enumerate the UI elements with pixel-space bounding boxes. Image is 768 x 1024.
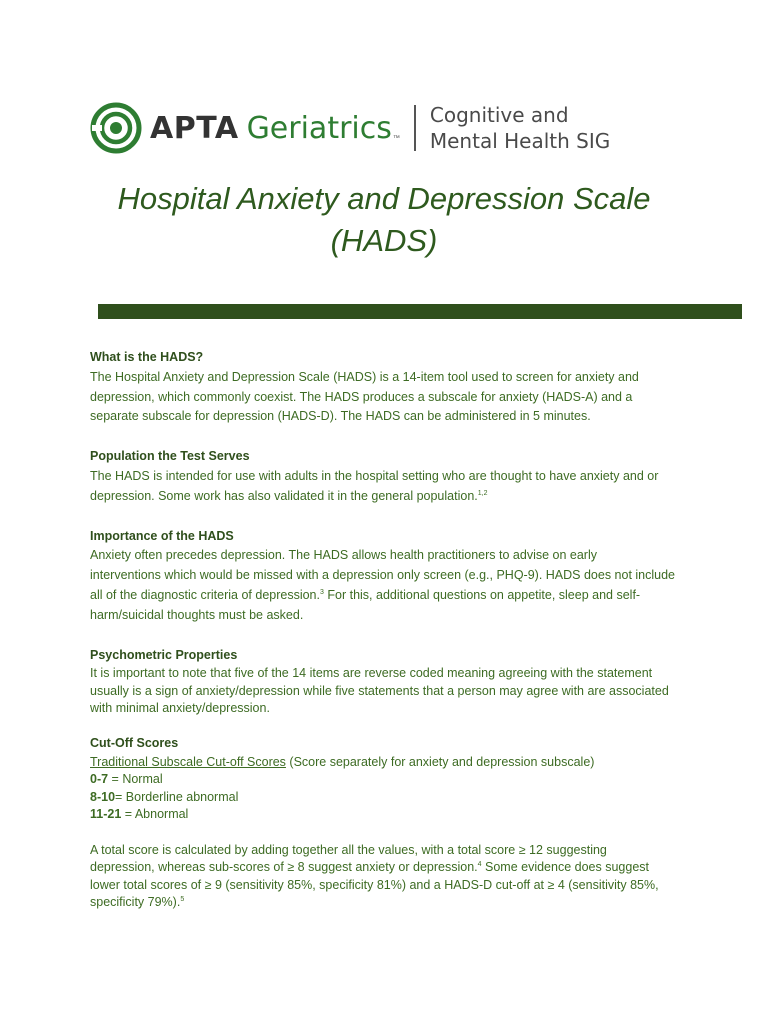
importance-line-4: harm/suicidal thoughts must be asked. — [90, 607, 304, 622]
population-text: depression. Some work has also validated it in the general population. — [90, 488, 478, 503]
subscale-line — [90, 754, 690, 772]
what-line-3: separate subscale for depression (HADS-D). The HADS can be administered in 5 minutes. — [90, 409, 591, 424]
header-divider — [414, 105, 416, 151]
range-normal-value: 0-7 — [90, 772, 109, 787]
range-borderline — [90, 789, 690, 807]
sig-line-2: Mental Health SIG — [429, 129, 611, 153]
what-line-2: depression, which commonly coexist. The HADS produces a subscale for anxiety (HADS-A) and a — [90, 389, 633, 404]
section-heading-population: Population the Test Serves — [90, 449, 250, 464]
title-line-2: (HADS) — [330, 223, 438, 258]
importance-text-a: all of the diagnostic criteria of depression. — [90, 587, 320, 602]
total-line-2 — [90, 859, 690, 877]
total-line-1: A total score is calculated by adding together all the values, with a total score ≥ 12 suggesting — [90, 842, 607, 857]
subscale-cutoff-link[interactable]: Traditional Subscale Cut-off Scores — [90, 754, 286, 769]
reference-1-2: 1,2 — [477, 489, 488, 497]
total-text-c: specificity 79%). — [90, 895, 181, 910]
sig-name — [430, 102, 610, 154]
page-title — [0, 178, 768, 262]
header — [90, 100, 690, 156]
apta-logo-icon — [90, 102, 142, 154]
range-normal-label: = Normal — [108, 772, 163, 787]
brand-apta: APTA — [150, 110, 239, 146]
subscale-note: (Score separately for anxiety and depression subscale) — [285, 754, 595, 769]
brand-geriatrics: Geriatrics — [246, 110, 392, 146]
section-heading-cutoff: Cut-Off Scores — [90, 735, 179, 750]
psychometric-line-1: It is important to note that five of the 14 items are reverse coded meaning agreeing with the statement — [90, 666, 653, 681]
section-heading-psychometric: Psychometric Properties — [90, 647, 238, 662]
total-text-b: Some evidence does suggest — [481, 860, 649, 875]
importance-line-2: interventions which would be missed with a depression only screen (e.g., PHQ-9). HADS does not include — [90, 568, 676, 583]
section-heading-what: What is the HADS? — [90, 350, 204, 364]
importance-line-1: Anxiety often precedes depression. The HADS allows health practitioners to advise on early — [90, 548, 597, 563]
range-borderline-label: = Borderline abnormal — [115, 789, 239, 804]
sig-line-1: Cognitive and — [429, 103, 569, 127]
section-heading-importance: Importance of the HADS — [90, 528, 234, 543]
reference-4: 4 — [477, 861, 482, 868]
trademark: ™ — [392, 135, 400, 142]
what-line-1: The Hospital Anxiety and Depression Scale (HADS) is a 14-item tool used to screen for anxiety and — [90, 369, 639, 384]
total-line-4 — [90, 894, 690, 912]
range-abnormal-label: = Abnormal — [121, 807, 189, 822]
document-body — [90, 348, 690, 912]
title-line-1: Hospital Anxiety and Depression Scale — [117, 181, 651, 216]
title-divider-bar — [98, 304, 742, 319]
importance-line-3 — [90, 586, 690, 606]
total-line-3: lower total scores of ≥ 9 (sensitivity 85%, specificity 81%) and a HADS-D cut-off at ≥ 4 (sensitivity 85%, — [90, 877, 659, 892]
range-abnormal-value: 11-21 — [90, 807, 122, 822]
total-text-a: depression, whereas sub-scores of ≥ 8 suggest anxiety or depression. — [90, 860, 478, 875]
range-abnormal — [90, 806, 690, 824]
reference-5: 5 — [180, 896, 185, 903]
psychometric-line-3: with minimal anxiety/depression. — [90, 701, 270, 716]
reference-3: 3 — [320, 588, 324, 596]
population-line-2 — [90, 487, 690, 507]
population-line-1: The HADS is intended for use with adults in the hospital setting who are thought to have anxiety and or — [90, 468, 659, 483]
range-borderline-value: 8-10 — [90, 789, 116, 804]
importance-text-b: For this, additional questions on appetite, sleep and self- — [323, 587, 641, 602]
psychometric-line-2: usually is a sign of anxiety/depression while five statements that a person may agree with are associated — [90, 683, 669, 698]
range-normal — [90, 771, 690, 789]
